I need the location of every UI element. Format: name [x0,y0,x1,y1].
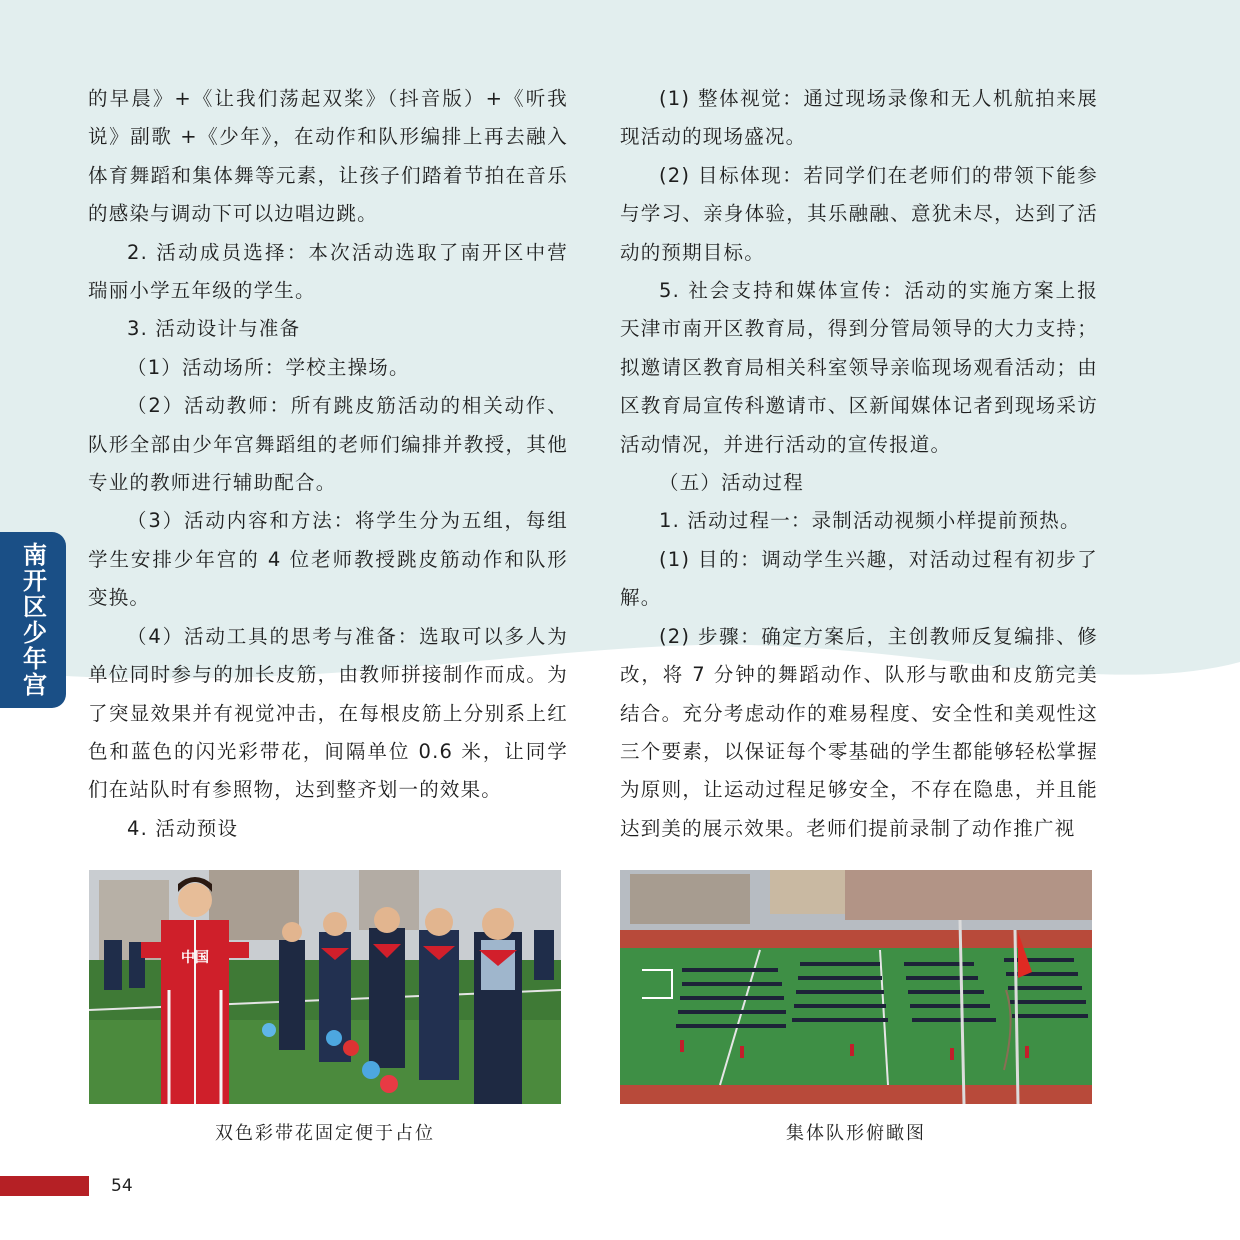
photo-aerial-formation [620,870,1092,1104]
paragraph: (1) 目的：调动学生兴趣，对活动过程有初步了解。 [620,547,1098,610]
section-heading: 4. 活动预设 [127,816,239,840]
paragraph: 1. 活动过程一：录制活动视频小样提前预热。 [659,509,1081,533]
right-text-column [620,80,1098,848]
left-text-column [88,80,568,848]
paragraph: （4）活动工具的思考与准备：选取可以多人为单位同时参与的加长皮筋，由教师拼接制作而成。为了突显效果并有视觉冲击，在每根皮筋上分别系上红色和蓝色的闪光彩带花，间隔单位 0.6 米，让同学们在站队时有参照物，达到整齐划一的效果。 [88,624,568,802]
page-number: 54 [111,1176,133,1196]
paragraph: 2. 活动成员选择：本次活动选取了南开区中营瑞丽小学五年级的学生。 [88,240,568,303]
paragraph: 的早晨》+《让我们荡起双桨》（抖音版）+《听我说》副歌 +《少年》，在动作和队形编排上再去融入体育舞蹈和集体舞等元素，让孩子们踏着节拍在音乐的感染与调动下可以边唱边跳。 [88,87,568,226]
paragraph: （3）活动内容和方法：将学生分为五组，每组学生安排少年宫的 4 位老师教授跳皮筋动作和队形变换。 [88,509,568,610]
section-heading: 3. 活动设计与准备 [127,317,301,341]
photo-caption-right: 集体队形俯瞰图 [786,1123,926,1144]
paragraph: （1）活动场所：学校主操场。 [127,355,410,379]
photo-caption-left: 双色彩带花固定便于占位 [215,1123,435,1144]
side-section-tab [0,532,66,708]
page-number-bar [0,1176,89,1196]
section-heading: （五）活动过程 [659,471,804,495]
side-tab-label: 南开区少年宫 [18,542,47,698]
paragraph: 5. 社会支持和媒体宣传：活动的实施方案上报天津市南开区教育局，得到分管局领导的大力支持；拟邀请区教育局相关科室领导亲临现场观看活动；由区教育局宣传科邀请市、区新闻媒体记者到现场采访活动情况，并进行活动的宣传报道。 [620,279,1098,456]
paragraph: （2）活动教师：所有跳皮筋活动的相关动作、队形全部由少年宫舞蹈组的老师们编排并教授，其他专业的教师进行辅助配合。 [88,394,568,495]
paragraph: (2) 目标体现：若同学们在老师们的带领下能参与学习、亲身体验，其乐融融、意犹未尽，达到了活动的预期目标。 [620,163,1098,264]
paragraph: (2) 步骤：确定方案后，主创教师反复编排、修改，将 7 分钟的舞蹈动作、队形与歌曲和皮筋完美结合。充分考虑动作的难易程度、安全性和美观性这三个要素，以保证每个零基础的学生都能够轻松掌握为原则，让运动过程足够安全，不存在隐患，并且能达到美的展示效果。老师们提前录制了动作推广视 [620,624,1098,840]
photo-students-line [89,870,561,1104]
paragraph: (1) 整体视觉：通过现场录像和无人机航拍来展现活动的现场盛况。 [620,87,1098,149]
jacket-lettering: 中国 [181,950,209,966]
